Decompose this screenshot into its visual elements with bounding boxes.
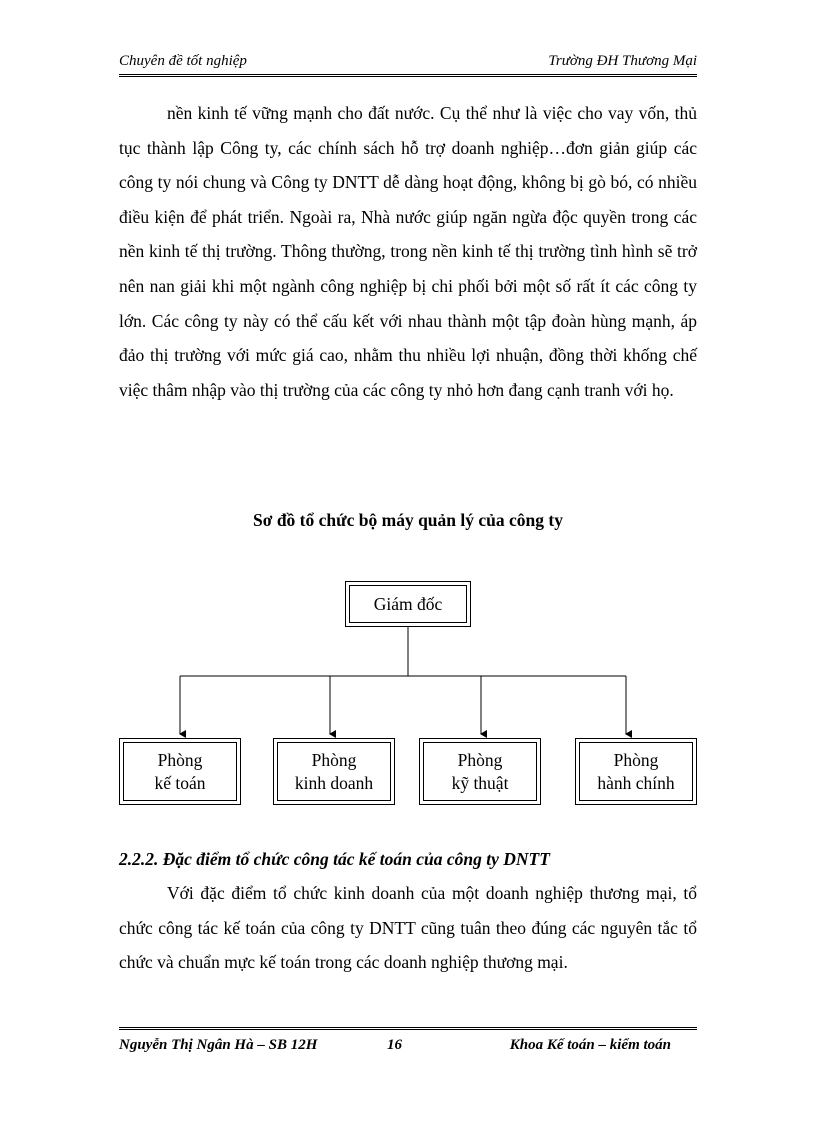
footer-author: Nguyễn Thị Ngân Hà – SB 12H bbox=[119, 1037, 318, 1053]
body-paragraph-1: nền kinh tế vững mạnh cho đất nước. Cụ thể như là việc cho vay vốn, thủ tục thành lập Công ty, các chính sách hỗ trợ doanh nghiệp…đơn giản giúp các công ty nói chung và Công ty DNTT dễ dàng hoạt động, không bị gò bó, có nhiều điều kiện để phát triển. Ngoài ra, Nhà nước giúp ngăn ngừa độc quyền trong các nền kinh tế thị trường. Thông thường, trong nền kinh tế thị trường tình hình sẽ trở nên nan giải khi một ngành công nghiệp bị chi phối bởi một số rất ít các công ty lớn. Các công ty này có thể cấu kết với nhau thành một tập đoàn hùng mạnh, áp đảo thị trường với mức giá cao, nhằm thu nhiều lợi nhuận, đồng thời khống chế việc thâm nhập vào thị trường của các công ty nhỏ hơn đang cạnh tranh với họ. bbox=[119, 103, 697, 400]
org-dept-box-1 bbox=[119, 738, 241, 805]
footer-department: Khoa Kế toán – kiểm toán bbox=[509, 1037, 671, 1053]
dept-3-line2: kỹ thuật bbox=[451, 772, 509, 793]
org-chart-title: Sơ đồ tổ chức bộ máy quản lý của công ty bbox=[253, 510, 563, 530]
org-dept-box-2 bbox=[273, 738, 395, 805]
page-footer bbox=[119, 1027, 697, 1060]
section-heading: 2.2.2. Đặc điểm tổ chức công tác kế toán của công ty DNTT bbox=[119, 849, 550, 869]
body-paragraph-2: Với đặc điểm tổ chức kinh doanh của một doanh nghiệp thương mại, tổ chức công tác kế toán của công ty DNTT cũng tuân theo đúng các nguyên tắc tổ chức và chuẩn mực kế toán trong các doanh nghiệp thương mại. bbox=[119, 883, 697, 973]
header-right-text: Trường ĐH Thương Mại bbox=[548, 53, 697, 69]
org-dept-box-3 bbox=[419, 738, 541, 805]
dept-1-line2: kế toán bbox=[154, 772, 206, 793]
header-left-text: Chuyên đề tốt nghiệp bbox=[119, 53, 247, 69]
dept-2-line1: Phòng bbox=[311, 749, 357, 770]
org-root-box bbox=[345, 581, 471, 627]
page-number: 16 bbox=[387, 1037, 402, 1053]
org-dept-box-4 bbox=[575, 738, 697, 805]
dept-3-line1: Phòng bbox=[457, 749, 503, 770]
dept-4-line1: Phòng bbox=[613, 749, 659, 770]
dept-2-line2: kinh doanh bbox=[294, 772, 374, 793]
dept-1-line1: Phòng bbox=[157, 749, 203, 770]
org-root-label: Giám đốc bbox=[373, 593, 443, 614]
dept-4-line2: hành chính bbox=[597, 772, 675, 793]
